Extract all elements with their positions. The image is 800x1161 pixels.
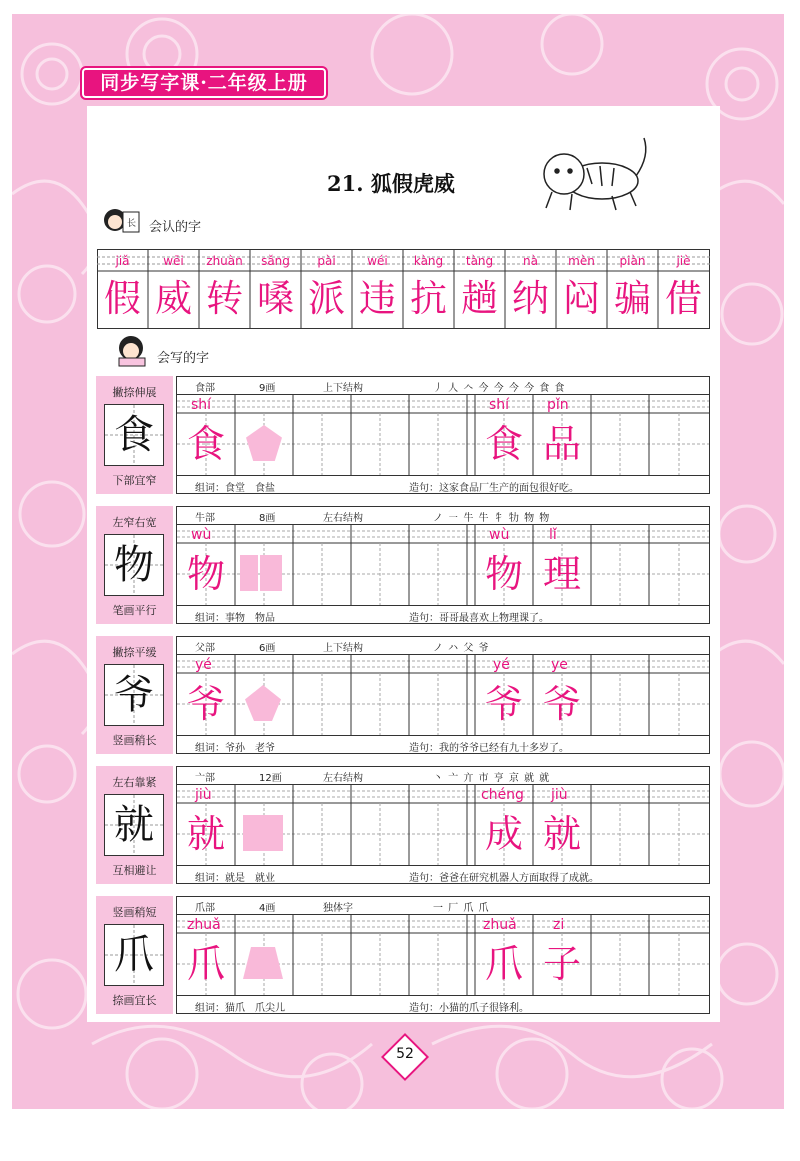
structure: 左右结构 bbox=[323, 773, 363, 784]
demo-char: 就 bbox=[114, 802, 154, 848]
practice-box bbox=[176, 896, 710, 1014]
practice-box bbox=[176, 636, 710, 754]
char-pinyin: shí bbox=[191, 397, 212, 413]
word-pinyin-2: ye bbox=[551, 657, 568, 673]
practice-box bbox=[176, 376, 710, 494]
trace-ghost bbox=[243, 815, 283, 851]
tip-top: 左窄右宽 bbox=[112, 516, 157, 529]
recognize-char: 纳 bbox=[512, 277, 549, 320]
demo-grid bbox=[104, 404, 164, 466]
stroke-order: 丿 人 𠆢 今 今 今 今 食 食 bbox=[433, 383, 566, 394]
demo-grid bbox=[104, 924, 164, 986]
recognize-char: 违 bbox=[359, 277, 396, 320]
recognize-pinyin: mèn bbox=[568, 254, 595, 268]
write-row bbox=[96, 766, 710, 886]
tip-bottom: 捺画宜长 bbox=[112, 994, 157, 1007]
zuci: 组词：猫爪 爪尖儿 bbox=[195, 1003, 285, 1014]
demo-grid bbox=[104, 664, 164, 726]
zaoju: 造句：爸爸在研究机器人方面取得了成就。 bbox=[409, 873, 599, 884]
word-char-2: 品 bbox=[542, 422, 581, 466]
svg-text:长: 长 bbox=[127, 219, 137, 229]
word-pinyin-1: chéng bbox=[481, 787, 524, 803]
section-write-label: 会写的字 bbox=[157, 351, 210, 366]
zuci: 组词：事物 物品 bbox=[195, 613, 275, 624]
recognize-char: 派 bbox=[308, 277, 345, 320]
tip-box bbox=[96, 506, 173, 624]
word-line bbox=[177, 865, 709, 883]
trace-ghost bbox=[240, 555, 258, 591]
tip-bottom: 互相避让 bbox=[112, 864, 157, 877]
demo-grid bbox=[104, 534, 164, 596]
word-pinyin-2: zi bbox=[553, 917, 565, 933]
word-char-2: 就 bbox=[542, 812, 581, 856]
practice-box bbox=[176, 766, 710, 884]
stroke-count: 8画 bbox=[259, 513, 276, 524]
stroke-order: 丶 亠 亣 市 亨 京 就 就 bbox=[433, 773, 551, 784]
word-pinyin-1: zhuǎ bbox=[483, 917, 517, 933]
recognize-char: 闷 bbox=[563, 277, 600, 320]
recognize-char: 威 bbox=[155, 277, 192, 320]
zaoju: 造句：这家食品厂生产的面包很好吃。 bbox=[409, 483, 579, 494]
word-line bbox=[177, 735, 709, 753]
recognize-pinyin: jiè bbox=[676, 254, 691, 268]
tip-top: 竖画稍短 bbox=[112, 906, 157, 919]
word-char-2: 理 bbox=[542, 552, 581, 596]
structure: 上下结构 bbox=[323, 383, 363, 394]
word-pinyin-2: pǐn bbox=[547, 397, 569, 413]
trace-char: 就 bbox=[186, 812, 225, 856]
char-info bbox=[177, 897, 709, 915]
recognize-char: 趟 bbox=[461, 277, 498, 320]
stroke-count: 12画 bbox=[259, 773, 282, 784]
practice-box bbox=[176, 506, 710, 624]
recognize-pinyin: sǎng bbox=[261, 254, 290, 268]
demo-char: 物 bbox=[114, 542, 154, 588]
zuci: 组词：就是 就业 bbox=[195, 873, 275, 884]
radical: 父部 bbox=[195, 643, 215, 654]
char-pinyin: yé bbox=[195, 657, 212, 673]
stroke-count: 9画 bbox=[259, 383, 276, 394]
recognize-pinyin: nà bbox=[523, 254, 538, 268]
char-info bbox=[177, 377, 709, 395]
tip-top: 撇捺平缓 bbox=[112, 646, 157, 659]
recognize-pinyin: tàng bbox=[465, 254, 494, 268]
page-number: 52 bbox=[396, 1046, 414, 1062]
recognize-char: 骗 bbox=[614, 277, 651, 320]
char-pinyin: wù bbox=[191, 527, 212, 543]
demo-char: 食 bbox=[114, 412, 154, 458]
write-row bbox=[96, 376, 710, 496]
word-char-2: 爷 bbox=[542, 682, 581, 726]
word-char-1: 物 bbox=[484, 552, 523, 596]
recognize-pinyin: pài bbox=[317, 254, 336, 268]
char-info bbox=[177, 637, 709, 655]
tip-bottom: 下部宜窄 bbox=[112, 474, 157, 487]
recognize-pinyin: wēi bbox=[163, 254, 184, 268]
structure: 上下结构 bbox=[323, 643, 363, 654]
word-char-2: 子 bbox=[542, 942, 581, 986]
demo-char: 爪 bbox=[114, 932, 154, 978]
write-row bbox=[96, 506, 710, 626]
recognize-pinyin: zhuàn bbox=[206, 254, 243, 268]
recognize-strip bbox=[97, 249, 710, 329]
char-info bbox=[177, 507, 709, 525]
tip-top: 撇捺伸展 bbox=[112, 386, 157, 399]
word-char-1: 爪 bbox=[484, 942, 523, 986]
recognize-pinyin: jiǎ bbox=[115, 254, 130, 268]
trace-char: 爷 bbox=[186, 682, 225, 726]
recognize-char: 借 bbox=[665, 277, 702, 320]
recognize-pinyin: wéi bbox=[367, 254, 388, 268]
stroke-order: 一 厂 爪 爪 bbox=[433, 903, 490, 914]
trace-char: 食 bbox=[186, 422, 225, 466]
radical: 食部 bbox=[195, 383, 215, 394]
radical: 亠部 bbox=[195, 773, 215, 784]
char-pinyin: zhuǎ bbox=[187, 917, 221, 933]
section-recognize-label: 会认的字 bbox=[149, 220, 202, 235]
tip-box bbox=[96, 376, 173, 494]
radical: 爪部 bbox=[195, 903, 215, 914]
stroke-count: 6画 bbox=[259, 643, 276, 654]
word-pinyin-1: yé bbox=[493, 657, 510, 673]
tip-bottom: 竖画稍长 bbox=[112, 734, 157, 747]
write-row bbox=[96, 896, 710, 1016]
word-char-1: 成 bbox=[484, 812, 523, 856]
tip-box bbox=[96, 896, 173, 1014]
word-line bbox=[177, 475, 709, 493]
recognize-char: 假 bbox=[104, 277, 141, 320]
stroke-order: ノ ハ 父 爷 bbox=[433, 643, 490, 654]
zaoju: 造句：哥哥最喜欢上物理课了。 bbox=[409, 613, 549, 624]
girl-writing-icon bbox=[113, 332, 155, 368]
recognize-char: 嗓 bbox=[257, 277, 294, 320]
word-pinyin-1: shí bbox=[489, 397, 510, 413]
tiger-icon bbox=[532, 126, 652, 216]
trace-char: 爪 bbox=[186, 942, 225, 986]
structure: 左右结构 bbox=[323, 513, 363, 524]
girl-reading-icon bbox=[101, 204, 143, 238]
lesson-title: 21. 狐假虎威 bbox=[327, 171, 455, 196]
trace-char: 物 bbox=[186, 552, 225, 596]
recognize-pinyin: piàn bbox=[619, 254, 646, 268]
structure: 独体字 bbox=[323, 903, 353, 914]
word-line bbox=[177, 605, 709, 623]
recognize-char: 抗 bbox=[410, 277, 447, 320]
tip-box bbox=[96, 636, 173, 754]
word-pinyin-2: lǐ bbox=[549, 527, 557, 543]
recognize-char: 转 bbox=[206, 277, 243, 320]
zaoju: 造句：小猫的爪子很锋利。 bbox=[409, 1003, 529, 1014]
tip-top: 左右靠紧 bbox=[112, 776, 157, 789]
trace-ghost bbox=[260, 555, 282, 591]
word-char-1: 食 bbox=[484, 422, 523, 466]
word-char-1: 爷 bbox=[484, 682, 523, 726]
recognize-pinyin: kàng bbox=[413, 254, 444, 268]
word-pinyin-1: wù bbox=[489, 527, 510, 543]
worksheet bbox=[87, 106, 720, 1022]
zaoju: 造句：我的爷爷已经有九十多岁了。 bbox=[409, 743, 569, 754]
char-info bbox=[177, 767, 709, 785]
zuci: 组词：爷孙 老爷 bbox=[195, 743, 275, 754]
stroke-count: 4画 bbox=[259, 903, 276, 914]
tip-bottom: 笔画平行 bbox=[112, 604, 157, 617]
radical: 牛部 bbox=[195, 513, 215, 524]
zuci: 组词：食堂 食盐 bbox=[195, 483, 275, 494]
word-pinyin-2: jiù bbox=[551, 787, 568, 803]
demo-char: 爷 bbox=[114, 672, 154, 718]
char-pinyin: jiù bbox=[195, 787, 212, 803]
word-line bbox=[177, 995, 709, 1013]
stroke-order: ノ ㇐ 牛 牛 牜 牞 物 物 bbox=[433, 513, 551, 524]
tip-box bbox=[96, 766, 173, 884]
demo-grid bbox=[104, 794, 164, 856]
book-banner: 同步写字课·二年级上册 bbox=[82, 68, 326, 98]
write-row bbox=[96, 636, 710, 756]
